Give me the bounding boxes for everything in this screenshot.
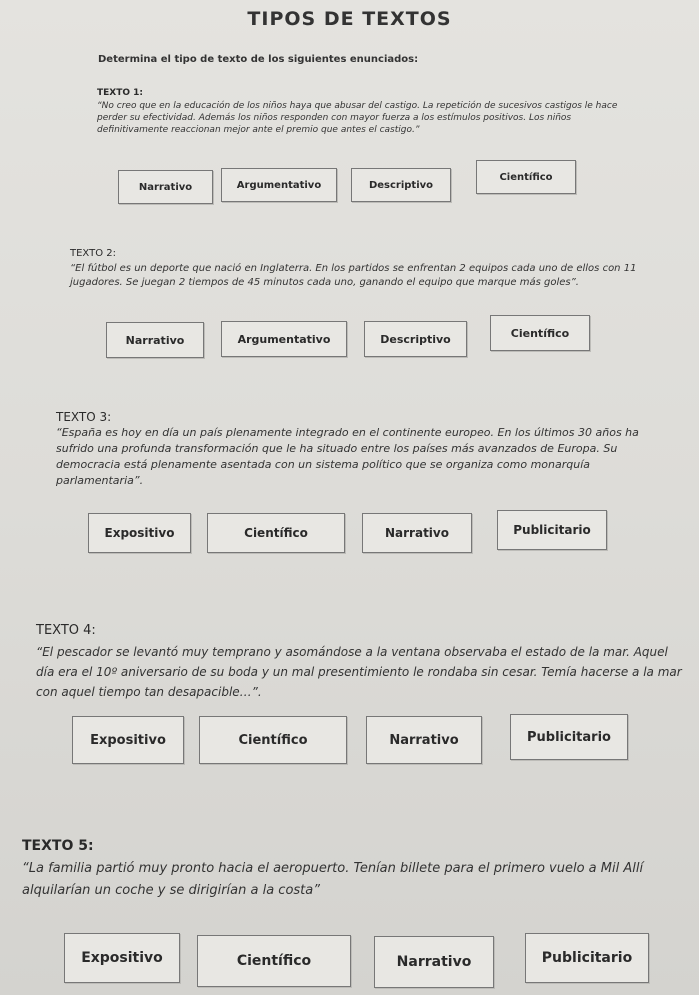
text-1-option-narrativo[interactable]: Narrativo [118, 170, 213, 204]
text-1-option-descriptivo[interactable]: Descriptivo [351, 168, 451, 202]
text-3-option-publicitario[interactable]: Publicitario [497, 510, 607, 550]
text-5-option-publicitario[interactable]: Publicitario [525, 933, 649, 983]
text-4-option-expositivo[interactable]: Expositivo [72, 716, 184, 764]
text-1-option-cientifico[interactable]: Científico [476, 160, 576, 194]
page-title: TIPOS DE TEXTOS [247, 8, 452, 30]
text-4-option-publicitario[interactable]: Publicitario [510, 714, 628, 760]
instruction: Determina el tipo de texto de los siguientes enunciados: [98, 54, 419, 65]
text-2-option-argumentativo[interactable]: Argumentativo [221, 321, 347, 357]
text-4-label: TEXTO 4: [36, 623, 96, 638]
text-5-option-expositivo[interactable]: Expositivo [64, 933, 180, 983]
text-2-option-narrativo[interactable]: Narrativo [106, 322, 204, 358]
text-5-body: “La familia partió muy pronto hacia el aeropuerto. Tenían billete para el primero vuelo a Mil Allí alquilarían un coche y se dirigirían a la costa” [22, 861, 644, 898]
text-1-body: “No creo que en la educación de los niños haya que abusar del castigo. La repetición de sucesivos castigos le hace perder su efectividad. Además los niños responden con mayor fuerza a los estímulos positivos. Los niños definitivamente reaccionan mejor ante el premio que antes el castigo.” [97, 101, 618, 135]
text-1-label: TEXTO 1: [97, 88, 144, 98]
text-3-option-cientifico[interactable]: Científico [207, 513, 345, 553]
text-1-option-argumentativo[interactable]: Argumentativo [221, 168, 337, 202]
text-4-body: “El pescador se levantó muy temprano y asomándose a la ventana observaba el estado de la mar. Aquel día era el 10º aniversario de su boda y un mal presentimiento le rondaba sin cesar. Temía hacerse a la mar con aquel tiempo tan desapacible…”. [36, 645, 682, 699]
text-3-option-narrativo[interactable]: Narrativo [362, 513, 472, 553]
text-3-option-expositivo[interactable]: Expositivo [88, 513, 191, 553]
text-3-body: “España es hoy en día un país plenamente integrado en el continente europeo. En los últimos 30 años ha sufrido una profunda transformación que le ha situado entre los países más avanzados de Europa. Su democracia está plenamente asentada con un sistema político que se organiza como monarquía parlamentaria”. [56, 426, 639, 487]
text-2-label: TEXTO 2: [70, 248, 116, 259]
text-2-body: “El fútbol es un deporte que nació en Inglaterra. En los partidos se enfrentan 2 equipos cada uno de ellos con 11 jugadores. Se juegan 2 tiempos de 45 minutos cada uno, ganando el equipo que marque más goles”. [70, 263, 637, 288]
text-5-label: TEXTO 5: [22, 838, 94, 854]
text-2-option-cientifico[interactable]: Científico [490, 315, 590, 351]
text-4-option-cientifico[interactable]: Científico [199, 716, 347, 764]
text-5-option-cientifico[interactable]: Científico [197, 935, 351, 987]
text-2-option-descriptivo[interactable]: Descriptivo [364, 321, 467, 357]
text-5-option-narrativo[interactable]: Narrativo [374, 936, 494, 988]
text-4-option-narrativo[interactable]: Narrativo [366, 716, 482, 764]
text-3-label: TEXTO 3: [56, 410, 112, 424]
